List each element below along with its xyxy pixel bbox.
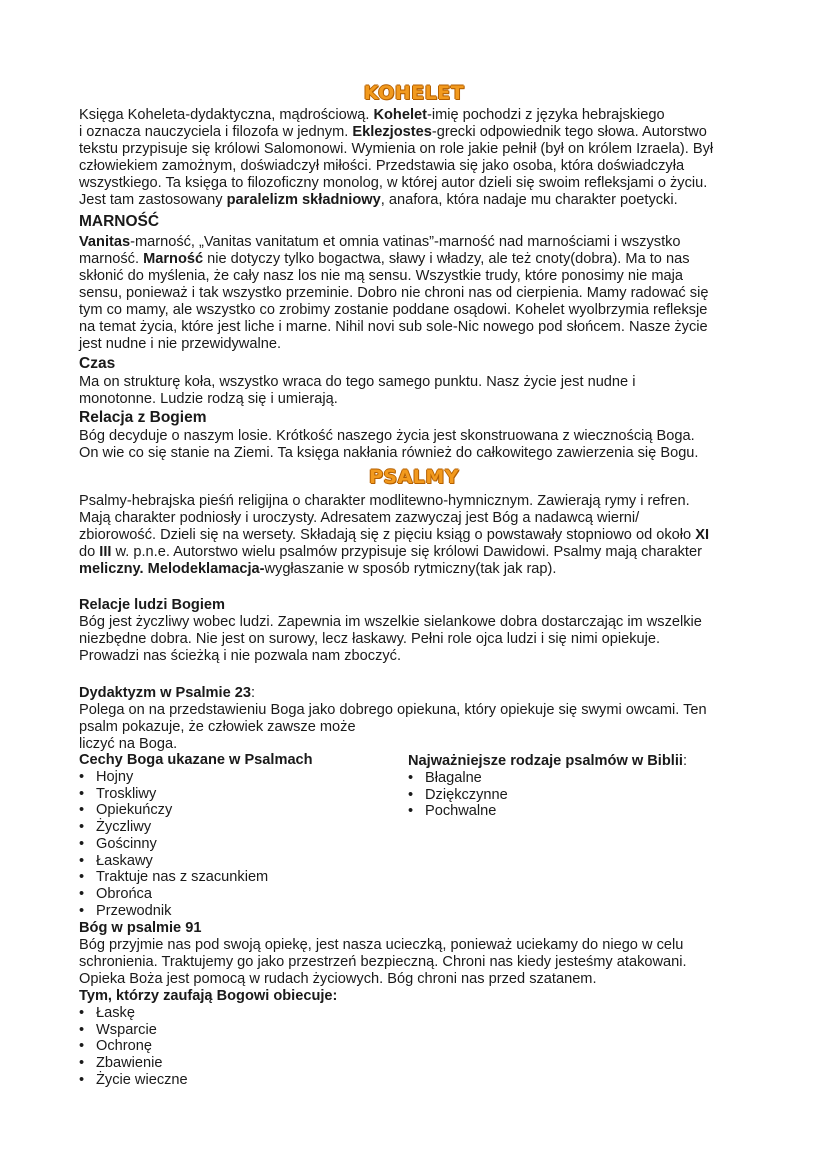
text-line [79,107,759,124]
dydaktyzm-heading: Dydaktyzm w Psalmie 23 [79,685,251,701]
text-run: schronienia. Traktujemy go jako przestrzeń bezpieczną. Chroni nas kiedy jesteśmy atakowani. [79,954,687,970]
list-item: • Zbawienie [79,1055,188,1072]
text-line [79,141,759,158]
dydaktyzm-colon: : [250,685,256,701]
text-run: zbiorowość. Dzieli się na wersety. Składają się z pięciu ksiąg o powstawały stopniowo od około [79,527,696,543]
cechy-heading: Cechy Boga ukazane w Psalmach [79,752,313,768]
psalm91-text [79,937,759,988]
rodzaje-list [408,770,508,820]
bold-run: Eklezjostes [352,124,432,140]
marnosc-text [79,234,759,353]
text-run: Prowadzi nas ścieżką i nie pozwala nam zboczyć. [79,648,402,664]
text-run: Bóg jest życzliwy wobec ludzi. Zapewnia im wszelkie sielankowe dobra dostarczając im wszelkie [79,614,702,630]
text-run: On wie co się stanie na Ziemi. Ta księga nakłania również do całkowitego zawierzenia się Bogu. [79,445,699,461]
text-line [79,192,759,209]
text-line [79,971,759,988]
text-run: na temat życia, które jest liche i marne. Nihil novi sub sole-Nic nowego pod słońcem. Nasze życie [79,319,708,335]
bold-run: Marność [143,251,204,267]
list-item: • Życzliwy [79,819,268,836]
text-line [79,251,759,268]
text-line [79,391,759,408]
bold-run: Kohelet [373,107,427,123]
text-run: nie dotyczy tylko bogactwa, sławy i władzy, ale też cnoty(dobra). Ma to nas [203,251,690,267]
list-item: • Opiekuńczy [79,802,268,819]
text-line [79,374,759,391]
text-run: Psalmy-hebrajska pieśń religijna o charakter modlitewno-hymnicznym. Zawierają rymy i refren. [79,493,690,509]
text-line [79,268,759,285]
list-item: • Gościnny [79,836,268,853]
text-run: Opieka Boża jest pomocą w rudach życiowych. Bóg chroni nas przed szatanem. [79,971,597,987]
text-line [79,614,759,631]
text-run: sensu, ponieważ i tak wszystko przeminie. Dobro nie chroni nas od cierpienia. Mamy radować się [79,285,709,301]
text-line [79,285,759,302]
rodzaje-heading: Najważniejsze rodzaje psalmów w Biblii [408,753,683,769]
relacja-text [79,428,759,462]
text-line [79,124,759,141]
text-run: liczyć na Boga. [79,736,178,752]
text-line [79,719,759,736]
text-line [79,428,759,445]
rodzaje-heading-row [408,753,687,770]
text-line [79,954,759,971]
text-run: Księga Koheleta-dydaktyczna, mądrościową. [79,107,374,123]
text-line [79,158,759,175]
rodzaje-colon: : [682,753,687,769]
text-line [79,561,759,578]
text-run: do [79,544,100,560]
obiecuje-list [79,1005,188,1089]
text-run: marność. [79,251,144,267]
text-run: tym co mamy, ale wszystko co zrobimy zostanie poddane osądowi. Kohelet wyolbrzymia refleksje [79,302,708,318]
text-run: -imię pochodzi z języka hebrajskiego [426,107,665,123]
dydaktyzm-heading-row [79,685,255,702]
text-line [79,648,759,665]
text-line [79,527,759,544]
czas-text [79,374,759,408]
bold-run: meliczny. Melodeklamacja- [79,561,265,577]
list-item: • Hojny [79,769,268,786]
list-item: • Życie wieczne [79,1072,188,1089]
text-run: monotonne. Ludzie rodzą się i umierają. [79,391,338,407]
text-run: jest nudne i nie przewidywalne. [79,336,281,352]
text-line [79,544,759,561]
text-run: człowiekiem zamożnym, doświadczył miłości. Przedstawia się jako osoba, która doświadczyła [79,158,685,174]
bold-run: XI [695,527,710,543]
text-line [79,510,759,527]
text-run: Bóg decyduje o naszym losie. Krótkość naszego życia jest skonstruowana z wiecznością Boga. [79,428,695,444]
bold-run: paralelizm składniowy [226,192,381,208]
list-item: • Łaskę [79,1005,188,1022]
list-item: • Pochwalne [408,803,508,820]
list-item: • Przewodnik [79,903,268,920]
text-run: Jest tam zastosowany [79,192,227,208]
kohelet-intro [79,107,759,209]
text-run: skłonić do myślenia, że cały nasz los nie mą sensu. Wszystkie trudy, które ponosimy nie maja [79,268,683,284]
text-run: tekstu przypisuje się królowi Salomonowi. Wymienia on role jakie pełnił (był on królem Izraela). Był [79,141,714,157]
text-run: -marność, „Vanitas vanitatum et omnia vatinas”-marność nad marnościami i wszystko [130,234,681,250]
text-line [79,234,759,251]
list-item: • Błagalne [408,770,508,787]
text-line [79,302,759,319]
kohelet-title: KOHELET [363,82,465,104]
bold-run: III [99,544,112,560]
text-line [79,736,759,753]
text-run: Bóg przyjmie nas pod swoją opiekę, jest nasza ucieczką, ponieważ uciekamy do niego w celu [79,937,684,953]
text-run: Polega on na przedstawieniu Boga jako dobrego opiekuna, który opiekuje się swymi owcami. Ten [79,702,707,718]
list-item: • Troskliwy [79,786,268,803]
dydaktyzm-text [79,702,759,753]
text-run: psalm pokazuje, że człowiek zawsze może [79,719,356,735]
bold-run: Vanitas [79,234,131,250]
text-run: Mają charakter podniosły i uroczysty. Adresatem zazwyczaj jest Bóg a nadawcą wierni/ [79,510,640,526]
list-item: • Ochronę [79,1038,188,1055]
text-run: i oznacza nauczyciela i filozofa w jednym. [79,124,353,140]
text-run: wszystkiego. Ta księga to filozoficzny monolog, w której autor dzieli się swoim refleksjami o życiu. [79,175,708,191]
text-line [79,336,759,353]
text-run: , anafora, która nadaje mu charakter poetycki. [380,192,678,208]
obiecuje-heading: Tym, którzy zaufają Bogowi obiecuje: [79,988,338,1004]
list-item: • Dziękczynne [408,787,508,804]
list-item: • Traktuje nas z szacunkiem [79,869,268,886]
relacja-heading: Relacja z Bogiem [79,409,207,426]
text-line [79,702,759,719]
psalm91-heading: Bóg w psalmie 91 [79,920,202,936]
psalmy-intro [79,493,759,578]
text-run: niezbędne dobra. Nie jest on surowy, lecz łaskawy. Pełni role ojca ludzi i się nimi opiekuje. [79,631,661,647]
list-item: • Obrońca [79,886,268,903]
text-run: w. p.n.e. Autorstwo wielu psalmów przypisuje się królowi Dawidowi. Psalmy mają charakter [111,544,702,560]
text-run: Ma on strukturę koła, wszystko wraca do tego samego punktu. Nasz życie jest nudne i [79,374,636,390]
list-item: • Wsparcie [79,1022,188,1039]
text-run: wygłaszanie w sposób rytmiczny(tak jak rap). [264,561,557,577]
cechy-list [79,769,268,919]
text-line [79,319,759,336]
text-run: -grecki odpowiednik tego słowa. Autorstwo [431,124,707,140]
text-line [79,445,759,462]
text-line [79,631,759,648]
relacje-heading: Relacje ludzi Bogiem [79,597,225,613]
czas-heading: Czas [79,355,116,372]
list-item: • Łaskawy [79,853,268,870]
psalmy-title: PSALMY [368,466,460,488]
relacje-text [79,614,759,665]
text-line [79,175,759,192]
text-line [79,493,759,510]
text-line [79,937,759,954]
marnosc-heading: MARNOŚĆ [79,213,160,230]
